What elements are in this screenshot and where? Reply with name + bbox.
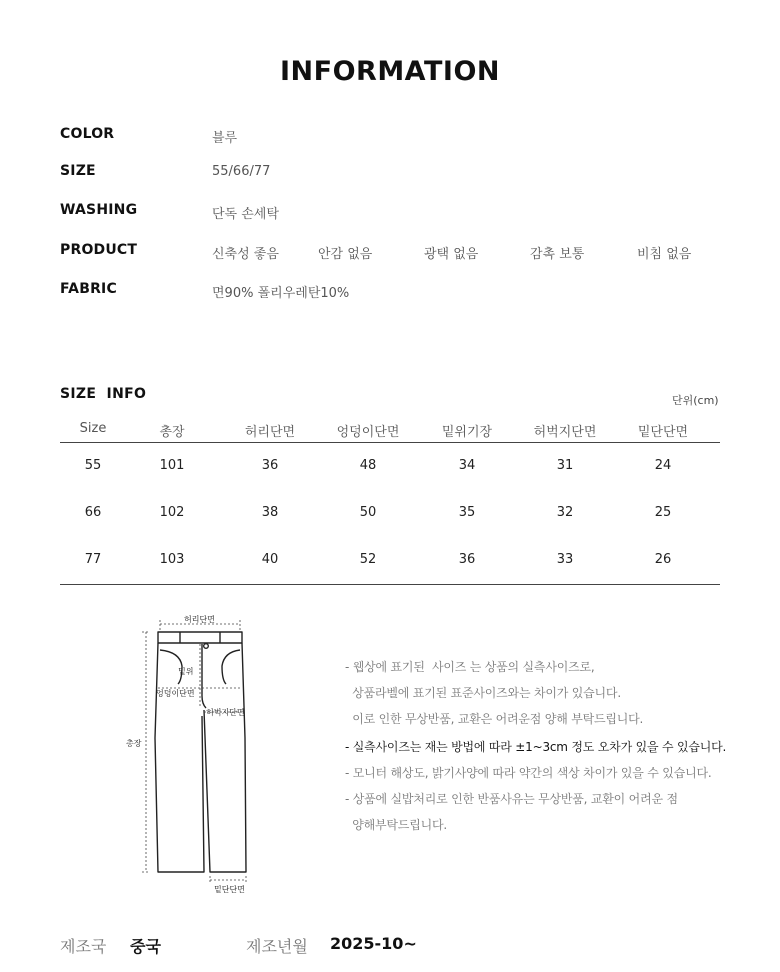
color-value: 블루 — [212, 131, 238, 146]
note-line: 이로 인한 무상반품, 교환은 어려운점 양해 부탁드립니다. — [345, 712, 644, 726]
header-cell: 총장 — [159, 425, 185, 440]
size-value: 55/66/77 — [212, 164, 271, 179]
fabric-label: FABRIC — [60, 281, 117, 297]
product-value: 안감 없음 — [318, 247, 373, 262]
table-cell: 103 — [159, 552, 185, 567]
info-row-washing — [60, 202, 740, 224]
table-cell: 36 — [261, 458, 279, 473]
date-value: 2025-10~ — [330, 934, 417, 953]
table-cell: 35 — [458, 505, 476, 520]
note-line: 양해부탁드립니다. — [345, 818, 447, 832]
table-cell: 33 — [556, 552, 574, 567]
table-cell: 52 — [359, 552, 377, 567]
note-line: - 웹상에 표기된 사이즈 는 상품의 실측사이즈로, — [345, 660, 595, 674]
product-value: 신축성 좋음 — [212, 247, 279, 262]
info-row-color — [60, 126, 740, 148]
size-label: SIZE — [60, 163, 96, 179]
size-info-title: SIZE INFO — [60, 386, 147, 402]
table-cell: 66 — [84, 505, 102, 520]
rise-measure-label: 밑위 — [178, 667, 194, 676]
table-cell: 101 — [159, 458, 185, 473]
length-measure-label: 총장 — [126, 739, 142, 748]
table-cell: 102 — [159, 505, 185, 520]
table-row — [60, 443, 720, 490]
table-row — [60, 537, 720, 584]
origin-label: 제조국 — [60, 937, 107, 956]
header-cell: 허벅지단면 — [533, 425, 597, 440]
washing-value: 단독 손세탁 — [212, 207, 279, 222]
table-cell: 24 — [654, 458, 672, 473]
table-cell: 32 — [556, 505, 574, 520]
washing-label: WASHING — [60, 202, 138, 218]
note-line: - 모니터 해상도, 밝기사양에 따라 약간의 색상 차이가 있을 수 있습니다. — [345, 766, 712, 780]
unit-label: 단위(cm) — [672, 394, 719, 407]
origin-value: 중국 — [130, 937, 161, 956]
page-title: INFORMATION — [279, 56, 500, 87]
note-line: - 상품에 실밥처리로 인한 반품사유는 무상반품, 교환이 어려운 점 — [345, 792, 678, 806]
info-row-size — [60, 163, 740, 185]
table-divider — [60, 584, 720, 585]
table-cell: 25 — [654, 505, 672, 520]
product-value: 광택 없음 — [424, 247, 479, 262]
waist-measure-label: 허리단면 — [184, 615, 215, 624]
hem-measure-label: 밑단단면 — [214, 885, 245, 894]
table-row — [60, 490, 720, 537]
product-value: 감촉 보통 — [530, 247, 585, 262]
size-table-header — [60, 413, 720, 443]
table-cell: 34 — [458, 458, 476, 473]
fabric-value: 면90% 폴리우레탄10% — [212, 286, 350, 301]
table-cell: 55 — [84, 458, 102, 473]
table-cell: 50 — [359, 505, 377, 520]
table-cell: 36 — [458, 552, 476, 567]
date-label: 제조년월 — [246, 937, 308, 956]
table-cell: 31 — [556, 458, 574, 473]
info-row-fabric — [60, 281, 740, 303]
product-value: 비침 없음 — [637, 247, 692, 262]
header-cell: 허리단면 — [244, 425, 296, 440]
header-cell: 밑위기장 — [441, 425, 493, 440]
table-cell: 77 — [84, 552, 102, 567]
product-label: PRODUCT — [60, 242, 138, 258]
pants-illustration — [120, 608, 270, 898]
note-line: 상품라벨에 표기된 표준사이즈와는 차이가 있습니다. — [345, 686, 621, 700]
table-cell: 38 — [261, 505, 279, 520]
header-cell: 밑단단면 — [637, 425, 689, 440]
note-line-highlight: - 실측사이즈는 재는 방법에 따라 ±1~3cm 정도 오차가 있을 수 있습니다. — [345, 740, 727, 754]
manufacture-info — [0, 934, 780, 960]
header-cell: 엉덩이단면 — [336, 425, 400, 440]
color-label: COLOR — [60, 126, 115, 142]
info-row-product — [60, 242, 740, 264]
thigh-measure-label: 허벅지단면 — [206, 708, 245, 717]
table-cell: 48 — [359, 458, 377, 473]
pants-measurement-diagram — [120, 608, 270, 898]
table-cell: 26 — [654, 552, 672, 567]
header-cell: Size — [79, 421, 107, 436]
hip-measure-label: 엉덩이단면 — [156, 689, 195, 698]
table-cell: 40 — [261, 552, 279, 567]
